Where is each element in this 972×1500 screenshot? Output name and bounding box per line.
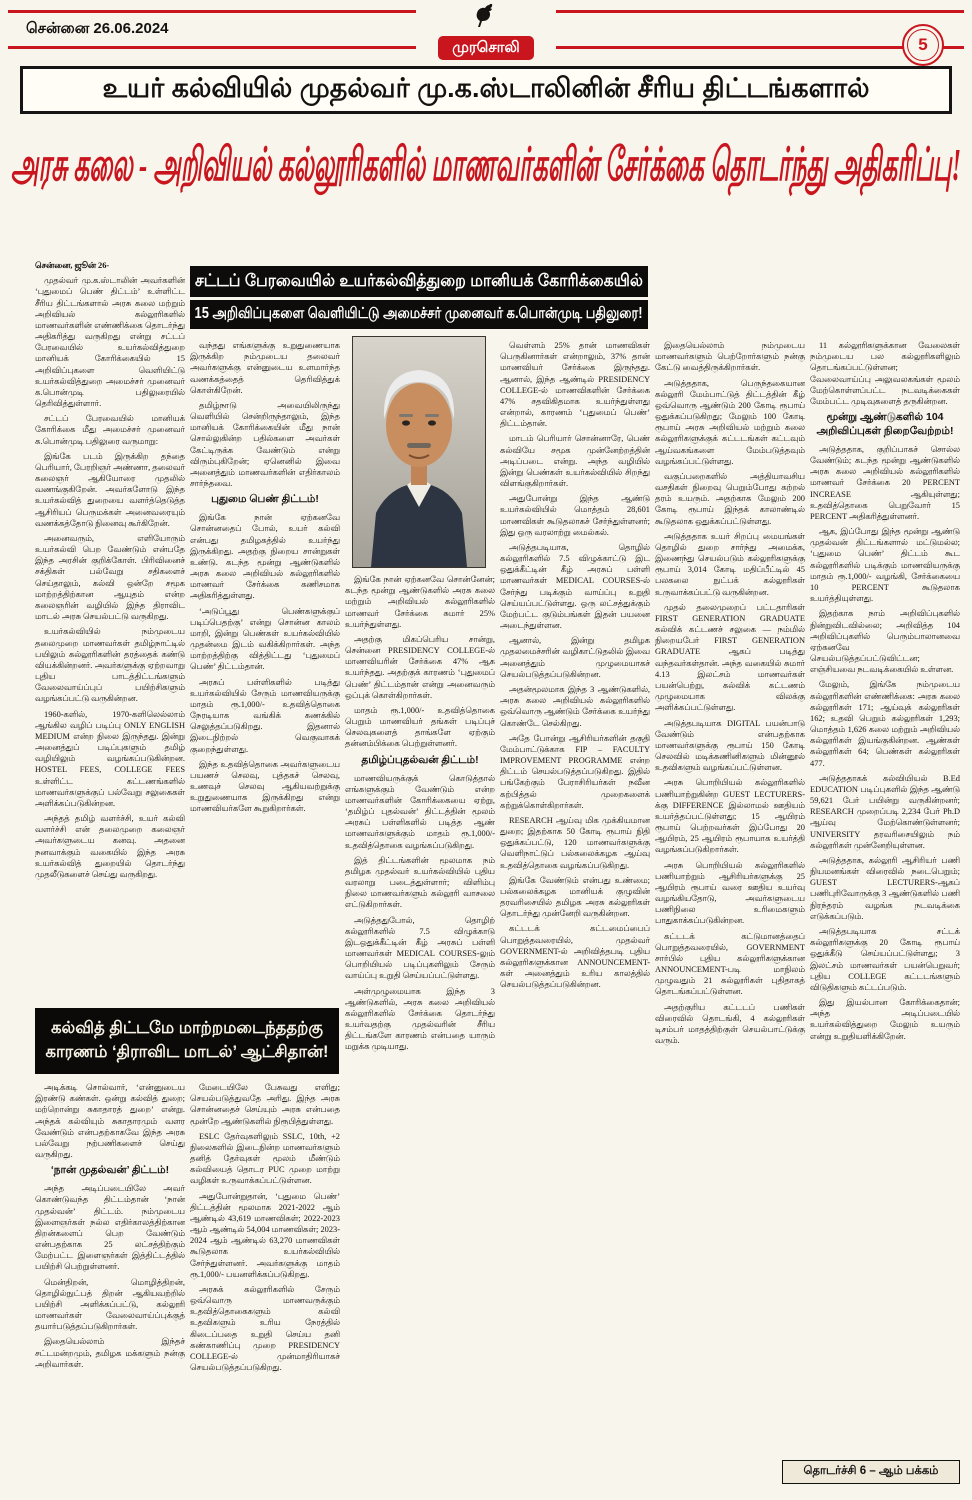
quote-line-2: காரணம் ‘திராவிட மாடல்’ ஆட்சிதான்!: [45, 1042, 329, 1061]
body-paragraph: ஆனால், இன்று தமிழக முதலமைச்சரின் வழிகாட்டுதலில் இவை அனைத்தும் முழுமையாகச் செயல்படுத்தப்படுகின்றன.: [500, 636, 650, 679]
body-paragraph: அரசு பொறியியல் கல்லூரிகளில் பணியாற்றும் ஆசிரியர்களுக்கு 25 ஆயிரம் ரூபாய் வரை ஊதிய உயர்வு வழங்கியதோடு, அவர்களுடைய பணிநிலை உரிமைகளும் பாதுகாக்கப்படுகின்றன.: [655, 860, 805, 926]
dateline-city-date: சென்னை 26.06.2024: [26, 20, 169, 37]
body-paragraph: 11 கல்லூரிகளுக்கான வேலைகள் நம்முடைய பல கல்லூரிகளிலும் தொடங்கப்பட்டுள்ளன; வேலைவாய்ப்பு அலுவலகங்கள் மூலம் மேற்கொள்ளப்பட்ட நடவடிக்கைகள் மேம்பட்ட முடிவுகளைத் தருகின்றன.: [810, 341, 960, 406]
body-paragraph: இந்த உதவித்தொகை அவர்களுடைய பயணச் செலவு, புத்தகச் செலவு, உணவுச் செலவு ஆகியவற்றுக்கு உறுதுணையாக இருக்கிறது என்று மாணவியர்களே கூறுகிறார்கள்.: [190, 759, 340, 814]
body-paragraph: அடுத்தபடியாக DIGITAL பயன்பாடு வேண்டும் என்பதற்காக மாணவர்களுக்கு ரூபாய் 150 கோடி செலவில் மடிக்கணினிகளும் மின்னூல் உதவிகளும் வழங்கப்பட்டுள்ளன.: [655, 718, 805, 773]
article-column-3: [345, 574, 495, 1494]
continuation-note: தொடர்ச்சி 6 – ஆம் பக்கம்: [782, 1460, 960, 1484]
body-paragraph: இங்கே படம் இருக்கிற தந்தை பெரியார், பேரறிஞர் அண்ணா, தலைவர் கலைஞர் ஆகியோரை முதலில் வணங்குகிறேன். அவர்களோடு இந்த உயர்கல்வித் துறையை வளர்த்தெடுத்த ஆசிரியப் பெருமக்கள் அனைவரையும் வணக்கத்தோடு நினைவு கூர்கிறேன்.: [35, 451, 185, 528]
paragraph-list: [345, 773, 495, 1053]
body-paragraph: அரசு பொறியியல் கல்லூரிகளில் பணியாற்றுகின்ற GUEST LECTURERS-க்கு DIFFERENCE இல்லாமல் ஊதியம் உயர்த்தப்பட்டுள்ளது; 15 ஆயிரம் ரூபாய் பெற்றவர்கள் இப்போது 20 ஆயிரம், 25 ஆயிரம் ரூபாயாக உயர்த்தி வழங்கப்படுகிறார்கள்.: [655, 778, 805, 855]
quote-line-1: கல்வித் திட்டமே மாற்றமடைந்ததற்கு: [51, 1018, 323, 1037]
body-paragraph: மாதம் ரூ.1,000/- உதவித்தொகை பெறும் மாணவியர் தங்கள் படிப்புச் செலவுகளைத் தாங்களே ஏற்கும் தன்னம்பிக்கை பெற்றுள்ளனர்.: [345, 705, 495, 749]
body-paragraph: அதற்கு மிகப்பெரிய சான்று, சென்னை PRESIDENCY COLLEGE-ல் மாணவியரின் சேர்க்கை 47% ஆக உயர்ந்தது. அதற்குக் காரணம் ‘புதுமைப் பெண்’ திட்டம்தான் என்று அனைவரும் ஒப்புக் கொள்கிறார்கள்.: [345, 634, 495, 700]
page-number: 5: [918, 35, 928, 54]
body-paragraph: சட்டப் பேரவையில் மானியக் கோரிக்கை மீது அமைச்சர் முனைவர் க.பொன்முடி பதிலுரை வருமாறு:: [35, 414, 185, 446]
body-paragraph: அடுத்ததாகக் கல்வியியல் B.Ed EDUCATION படிப்புகளில் இந்த ஆண்டு 59,621 பேர் பயின்று வருகின்றனர்; RESEARCH முறைப்படி 2,234 பேர் Ph.D ஆய்வு மேற்கொண்டுள்ளனர்; UNIVERSITY தரவரிசையிலும் நம் கல்லூரிகள் முன்னேறியுள்ளன.: [810, 773, 960, 850]
body-paragraph: அடிக்கடி சொல்வார், ‘என்னுடைய இரண்டு கண்கள். ஒன்று கல்வித் துறை; மற்றொன்று சுகாதாரத் துறை’ என்று. அந்தக் கல்வியும் சுகாதாரமும் வளர வேண்டும் என்பதற்காகவே இந்த அரசு பல்வேறு நற்பணிகளைச் செய்து வருகிறது.: [35, 1083, 185, 1160]
body-paragraph: கட்டடக் கட்டுமானத்தைப் பொறுத்தவரையில், GOVERNMENT சார்பில் புதிய கல்லூரிகளுக்கான ANNOUNCEMENT-படி மாநிலம் முழுவதும் 21 கல்லூரிகள் புதிதாகத் தொடங்கப்பட்டுள்ளன.: [655, 931, 805, 997]
article-column-1-upper: [35, 260, 185, 1004]
body-paragraph: அதற்குரிய கட்டடப் பணிகள் விரைவில் தொடங்கி, 4 கல்லூரிகள் டிசம்பர் மாதத்திற்குள் செயல்பாட்டுக்கு வரும்.: [655, 1002, 805, 1046]
body-paragraph: இதையெல்லாம் நம்முடைய மாணவர்களும் பெற்றோர்களும் நன்கு கேட்டு வைத்திருக்கிறார்கள்.: [655, 341, 805, 373]
body-paragraph: அனைவரும், எளியோரும் உயர்கல்வி பெற வேண்டும் என்பதே இந்த அரசின் குறிக்கோள். பிரிவினைச் சக்திகள் பல்வேறு சதிகளைச் செய்தாலும், கல்வி ஒன்றே சமூக மாற்றத்திற்கான ஆயுதம் என்ற கலைஞரின் வழியில் இந்த திராவிட மாடல் அரசு செயல்பட்டு வருகிறது.: [35, 533, 185, 622]
body-paragraph: ‘அடுப்பூது பெண்களுக்குப் படிப்பெதற்கு’ என்று சொன்ன காலம் மாறி, இன்று பெண்கள் உயர்கல்வியில் முதன்மை இடம் வகிக்கிறார்கள். அந்த மாற்றத்திற்கு வித்திட்டது ‘புதுமைப் பெண்’ திட்டம்தான்.: [190, 606, 340, 672]
paragraph-list: [810, 444, 960, 1042]
main-headline: அரசு கலை - அறிவியல் கல்லூரிகளில் மாணவர்களின் சேர்க்கை தொடர்ந்து அதிகரிப்பு!: [10, 139, 962, 190]
body-paragraph: உயர்கல்வியில் நம்முடைய தலைமுறை மாணவர்கள் தமிழ்நாட்டில் பயிலும் கல்லூரிகளின் தரத்தைக் கண்டு வியக்கின்றனர். அவர்களுக்கு ஏற்றவாறு புதிய பாடத்திட்டங்களும் வேலைவாய்ப்புப் பயிற்சிகளும் வழங்கப்பட்டு வருகின்றன.: [35, 627, 185, 704]
masthead: [416, 0, 556, 60]
body-paragraph: மாணவியருக்குக் கொடுத்தால் எங்களுக்கும் வேண்டும் என்ற மாணவர்களின் கோரிக்கையை ஏற்று, ‘தமிழ்ப் புதல்வன்’ திட்டத்தின் மூலம் அரசுப் பள்ளிகளில் படித்த ஆண் மாணவர்களுக்கும் மாதம் ரூ.1,000/- உதவித்தொகை வழங்கப்படுகிறது.: [345, 773, 495, 850]
body-paragraph: இங்கே நான் ஏற்கனவே சொன்னேன்; கடந்த மூன்று ஆண்டுகளில் அரசு கலை மற்றும் அறிவியல் கல்லூரிகளில் மாணவர் சேர்க்கை சுமார் 25% உயர்ந்துள்ளது.: [345, 575, 495, 629]
paragraph-list: [500, 340, 650, 990]
section-heading-pudhumai-penn: புதுமை பெண் திட்டம்!: [211, 493, 319, 506]
body-paragraph: அடுத்ததாக, பெருந்தகையான கல்லூரி மேம்பாட்டுத் திட்டத்தின் கீழ் ஒவ்வொரு ஆண்டும் 200 கோடி ரூபாய் ஒதுக்கப்படுகிறது; மேலும் 100 கோடி ரூபாய் அரசு அறிவியல் மற்றும் கலை கல்லூரிகளுக்குக் கட்டடங்கள் கட்டவும் ஆய்வகங்களை மேம்படுத்தவும் வழங்கப்பட்டுள்ளது.: [655, 378, 805, 466]
body-paragraph: அடுத்ததாக, குறிப்பாகச் சொல்ல வேண்டும்; கடந்த மூன்று ஆண்டுகளில் அரசு கலை அறிவியல் கல்லூரிகளில் மாணவர் சேர்க்கை 20 PERCENT INCREASE ஆகியுள்ளது; உதவித்தொகை பெறுவோர் 15 PERCENT அதிகரித்துள்ளனர்.: [810, 444, 960, 521]
body-paragraph: மென்திறன், மொழித்திறன், தொழில்நுட்பத் திறன் ஆகியவற்றில் பயிற்சி அளிக்கப்பட்டு, கல்லூரி மாணவர்கள் வேலைவாய்ப்புக்குத் தயார்படுத்தப்படுகிறார்கள்.: [35, 1277, 185, 1332]
body-paragraph: அள்முழுமையாக இந்த 3 ஆண்டுகளில், அரசு கலை அறிவியல் கல்லூரிகளில் சேர்க்கை தொடர்ந்து உயர்வதற்கு முதல்வரின் சீரிய திட்டங்களே காரணம் என்பதை யாரும் மறுக்க முடியாது.: [345, 986, 495, 1052]
body-paragraph: மேலும், இங்கே நம்முடைய கல்லூரிகளின் எண்ணிக்கை: அரசு கலை கல்லூரிகள் 171; ஆய்வுக் கல்லூரிகள் 162; உதவி பெறும் கல்லூரிகள் 1,293; மொத்தம் 1,626 கலை மற்றும் அறிவியல் கல்லூரிகள் இயங்குகின்றன. ஆண்கள் கல்லூரிகள் 64; பெண்கள் கல்லூரிகள் 477.: [810, 680, 960, 768]
body-paragraph: அதன்மூலமாக இந்த 3 ஆண்டுகளில், அரசு கலை அறிவியல் கல்லூரிகளில் ஒவ்வொரு ஆண்டும் சேர்க்கை உயர்ந்து கொண்டே செல்கிறது.: [500, 684, 650, 728]
page-number-badge: [902, 24, 944, 66]
body-paragraph: முதல்வர் மு.க.ஸ்டாலின் அவர்களின் ‘புதுமைப் பெண் திட்டம்’ உள்ளிட்ட சீரிய திட்டங்களால் அரசு கலை மற்றும் அறிவியல் கல்லூரிகளில் மாணவர்களின் எண்ணிக்கை தொடர்ந்து அதிகரித்து வருகிறது என்று சட்டப் பேரவையில் உயர்கல்வித்துறை மானியக் கோரிக்கையில் 15 அறிவிப்புகளை வெளியிட்டு உயர்கல்வித்துறை அமைச்சர் முனைவர் க.பொன்முடி பதிலுரையில் தெரிவித்துள்ளார்.: [35, 276, 185, 409]
body-paragraph: இது இயல்பான கோரிக்கைதான்; அந்த அடிப்படையில் உயர்கல்வித்துறை மேலும் உயரும் என்று உறுதியளிக்கிறேன்.: [810, 998, 960, 1041]
masthead-title: முரசொலி: [438, 36, 534, 60]
body-paragraph: அடுத்ததாக உயர் சிறப்பு மையங்கள் தொழில் துறை சார்ந்து அமைக்க, இணைந்து செயல்படும் கல்லூரிகளுக்கு ரூபாய் 3,014 கோடி மதிப்பீட்டில் 45 பலகலை நுட்பக் கல்லூரிகள் உருவாக்கப்பட்டு வருகின்றன.: [655, 531, 805, 597]
body-paragraph: வந்தது எங்களுக்கு உறுதுணையாக இருக்கிற நம்முடைய தலைவர் அவர்களுக்கு என்னுடைய உளமார்ந்த வணக்கத்தைத் தெரிவித்துக் கொள்கிறேன்.: [190, 341, 340, 395]
body-paragraph: இங்கே நான் ஏற்கனவே சொன்னதைப் போல், உயர் கல்வி என்பது தமிழகத்தில் உயர்ந்து இருக்கிறது. அதற்கு நிறைய சான்றுகள் உண்டு. கடந்த மூன்று ஆண்டுகளில் அரசு கலை அறிவியல் கல்லூரிகளில் மாணவர் சேர்க்கை கணிசமாக அதிகரித்துள்ளது.: [190, 513, 340, 601]
paragraph-list: [810, 340, 960, 407]
body-paragraph: இங்கே வேண்டும் என்பது உண்மை; பல்கலைக்கழக மானியக் குழுவின் தரவரிசையில் தமிழக அரசு கல்லூரிகள் தொடர்ந்து முன்னேறி வருகின்றன.: [500, 875, 650, 919]
section-heading-naan-mudhalvan: ‘நான் முதல்வன்’ திட்டம்!: [50, 1164, 170, 1177]
article-column-2-lower: [190, 1082, 340, 1494]
paragraph-list: [35, 260, 185, 880]
body-paragraph: அடுத்தபடியாக, தொழில் கல்லூரிகளில் 7.5 விழுக்காட்டு இட ஒதுக்கீட்டின் கீழ் அரசுப் பள்ளி மாணவர்கள் MEDICAL COURSES-ல் சேர்ந்து படிக்கும் வாய்ப்பு உறுதி செய்யப்பட்டுள்ளது. ஒரு லட்சத்துக்கும் மேற்பட்ட குடும்பங்கள் இதன் பயனை அடைந்துள்ளன.: [500, 542, 650, 631]
body-paragraph: சென்னை, ஜூன் 26-: [35, 261, 110, 270]
body-paragraph: மேடையிலே பேசுவது எளிது; செயல்படுத்துவதே அரிது. இந்த அரசு சொன்னதைச் செய்யும் அரசு என்பதை மூன்றே ஆண்டுகளில் நிரூபித்துள்ளது.: [190, 1083, 340, 1126]
body-paragraph: இதையெல்லாம் இந்தச் சட்டமன்றமும், தமிழக மக்களும் நன்கு அறிவார்கள்.: [35, 1337, 185, 1369]
body-paragraph: மாடம் பெரியார் சொன்னாரே, பெண் கல்வியே சமூக முன்னேற்றத்தின் அடிப்படை என்று. அந்த வழியில் இன்று பெண்கள் உயர்கல்வியில் சிறந்து விளங்குகிறார்கள்.: [500, 434, 650, 489]
body-paragraph: அடுத்ததுபோல், தொழிற் கல்லூரிகளில் 7.5 விழுக்காடு இடஒதுக்கீட்டின் கீழ் அரசுப் பள்ளி மாணவர்கள் MEDICAL COURSES-லும் பொறியியல் படிப்புகளிலும் சேரும் வாய்ப்பு உறுதி செய்யப்பட்டுள்ளது.: [345, 915, 495, 981]
body-paragraph: அரசுப் பள்ளிகளில் படித்து உயர்கல்வியில் சேரும் மாணவியருக்கு மாதம் ரூ.1,000/- உதவித்தொகை நேரடியாக வங்கிக் கணக்கில் செலுத்தப்படுகிறது. இதனால் இடைநிற்றல் வெகுவாகக் குறைந்துள்ளது.: [190, 677, 340, 754]
paragraph-list: [190, 512, 340, 814]
article-column-4: [500, 340, 650, 1494]
paragraph-list: [190, 340, 340, 489]
paragraph-list: [35, 1082, 185, 1160]
body-paragraph: ESLC தேர்வுகளிலும் SSLC, 10th, +2 நிலைகளில் இடைநின்ற மாணவர்களும் தனித் தேர்வுகள் மூலம் மீண்டும் கல்வியைத் தொடர PUC முறை மாற்று வழிகள் உருவாக்கப்பட்டுள்ளன.: [190, 1131, 340, 1186]
section-heading-104-announcements: மூன்று ஆண்டுகளில் 104 அறிவிப்புகள் நிறைவேற்றம்!: [816, 411, 954, 437]
body-paragraph: அதுபோன்று இந்த ஆண்டு உயர்கல்வியில் மொத்தம் 28,601 மாணவிகள் கூடுதலாகச் சேர்ந்துள்ளனர்; இது ஒரு வரலாற்று மைல்கல்.: [500, 494, 650, 537]
quote-box: [35, 1008, 339, 1074]
body-paragraph: அரசுக் கல்லூரிகளில் சேரும் ஒவ்வொரு மாணவருக்கும் உதவித்தொகைகளும் கல்வி உதவிகளும் உரிய நேரத்தில் கிடைப்பதை உறுதி செய்ய தனி கண்காணிப்பு முறை PRESIDENCY COLLEGE-ல் முன்மாதிரியாகச் செயல்படுத்தப்படுகிறது.: [190, 1284, 340, 1373]
subheadline-line2: 15 அறிவிப்புகளை வெளியிட்டு அமைச்சர் முனைவர் க.பொன்முடி பதிலுரை!: [190, 300, 648, 329]
body-paragraph: வகுப்பறைகளில் அத்தியாவசிய வசதிகள் நிறைவு பெறும்போது கற்றல் தரம் உயரும். அதற்காக மேலும் 200 கோடி ரூபாய் இந்தக் காலாண்டில் கூடுதலாக ஒதுக்கப்பட்டுள்ளது.: [655, 471, 805, 526]
body-paragraph: ஆக, இப்போது இந்த மூன்று ஆண்டு முதல்வன் திட்டங்களால் மட்டுமல்ல; ‘புதுமை பெண்’ திட்டம் கூட கல்லூரிகளில் படிக்கும் மாணவியருக்கு மாதம் ரூ.1,000/- வழங்கி, சேர்க்கையை 10 PERCENT கூடுதலாக உயர்த்தியுள்ளது.: [810, 527, 960, 604]
rooster-logo-icon: [474, 3, 498, 34]
body-paragraph: இதற்காக நாம் அறிவிப்புகளில் நின்றுவிடவில்லை; அறிவித்த 104 அறிவிப்புகளில் பெரும்பாலானவை ஏற்கனவே செயல்படுத்தப்பட்டுவிட்டன; எஞ்சியவை நடவடிக்கையில் உள்ளன.: [810, 609, 960, 675]
paragraph-list: [190, 1082, 340, 1373]
body-paragraph: வெள்ளம் 25% தான் மாணவிகள் பெருகினார்கள் என்றாலும், 37% தான் மாணவியர் சேர்க்கை இருந்தது. ஆனால், இந்த ஆண்டில் PRESIDENCY COLLEGE-ல் மாணவிகளின் சேர்க்கை 47% சதவிகிதமாக உயர்ந்துள்ளது என்றால், காரணம் ‘புதுமைப் பெண்’ திட்டம்தான்.: [500, 341, 650, 429]
body-paragraph: RESEARCH ஆய்வு மிக முக்கியமான துறை; இதற்காக 50 கோடி ரூபாய் நிதி ஒதுக்கப்பட்டு, 120 மாணவர்களுக்கு வெளிநாட்டுப் பல்கலைக்கழக ஆய்வு உதவித்தொகை வழங்கப்படுகிறது.: [500, 815, 650, 870]
body-paragraph: இத் திட்டங்களின் மூலமாக நம் தமிழக முதல்வர் உயர்கல்வியில் புதிய வரலாறு படைத்துள்ளார்; விளிம்பு நிலை மாணவர்களும் கல்லூரி வாசலை எட்டுகிறார்கள்.: [345, 855, 495, 910]
kicker-headline: உயர் கல்வியில் முதல்வர் மு.க.ஸ்டாலினின் சீரிய திட்டங்களால்: [20, 66, 952, 114]
paragraph-list: [345, 574, 495, 750]
paragraph-list: [35, 1183, 185, 1370]
section-heading-tamil-pudhalvan: தமிழ்ப்புதல்வன் திட்டம்!: [361, 753, 479, 766]
body-paragraph: தமிழ்நாடு அவையிலிருந்து வெளியில் சென்றிருந்தாலும், இந்த மானியக் கோரிக்கையின் மீது நான் சொல்லுகின்ற பதில்களை அவர்கள் கேட்டிருக்க வேண்டும் என்று விரும்புகிறேன்; ஏனெனில் இவை அனைத்தும் மாணவர்களின் எதிர்காலம் சார்ந்தவை.: [190, 400, 340, 489]
subheadline-line1: சட்டப் பேரவையில் உயர்கல்வித்துறை மானியக் கோரிக்கையில்: [190, 266, 648, 297]
minister-photo: [352, 336, 486, 568]
body-paragraph: அடுத்ததாக, கல்லூரி ஆசிரியர் பணி நியமனங்கள் விரைவில் நடைபெறும்; GUEST LECTURERS-ஆகப் பணிபுரிவோருக்கு 3 ஆண்டுகளில் பணி நிரந்தரம் வழங்க நடவடிக்கை எடுக்கப்படும்.: [810, 855, 960, 921]
paragraph-list: [655, 340, 805, 1046]
body-paragraph: அதே போன்று ஆசிரியர்களின் தகுதி மேம்பாட்டுக்காக FIP – FACULTY IMPROVEMENT PROGRAMME என்ற திட்டம் செயல்படுத்தப்படுகிறது. இதில் பங்கேற்கும் பேராசிரியர்கள் நவீன கற்பித்தல் முறைகளைக் கற்றுக்கொள்கிறார்கள்.: [500, 733, 650, 810]
body-paragraph: கட்டடக் கட்டமைப்பைப் பொறுத்தவரையில், முதல்வர் GOVERNMENT-ல் அறிவித்தபடி புதிய கல்லூரிகளுக்கான ANNOUNCEMENT-கள் அனைத்தும் உரிய காலத்தில் செயல்படுத்தப்படுகின்றன.: [500, 924, 650, 990]
article-column-6: [810, 340, 960, 1454]
article-column-5: [655, 340, 805, 1494]
body-paragraph: அடுத்தபடியாக சட்டக் கல்லூரிகளுக்கு 20 கோடி ரூபாய் ஒதுக்கீடு செய்யப்பட்டுள்ளது; 3 இலட்சம் மாணவர்கள் பயன்பெறுவர்; புதிய COLLEGE கட்டடங்களும் விடுதிகளும் கட்டப்படும்.: [810, 926, 960, 992]
body-paragraph: அந்த அடிப்படையிலே அவர் கொண்டுவந்த திட்டம்தான் ‘நான் முதல்வன்’ திட்டம். நம்முடைய இளைஞர்கள் நல்ல எதிர்காலத்திற்கான திறன்களைப் பெற வேண்டும் என்பதற்காக 25 லட்சத்திற்கும் மேற்பட்ட இளைஞர்கள் இத்திட்டத்தில் பயிற்சி பெற்றுள்ளனர்.: [35, 1184, 185, 1272]
body-paragraph: 1960-களில், 1970-களிலெல்லாம் ஆங்கில வழிப் படிப்பு ONLY ENGLISH MEDIUM என்ற நிலை இருந்தது. இன்று அனைத்துப் படிப்புகளும் தமிழ் வழியிலும் வழங்கப்படுகின்றன. HOSTEL FEES, COLLEGE FEES உள்ளிட்ட கட்டணங்களில் மாணவர்களுக்குப் பல்வேறு சலுகைகள் அளிக்கப்படுகின்றன.: [35, 709, 185, 808]
article-column-1-lower: [35, 1082, 185, 1494]
body-paragraph: அதுபோன்றுதான், ‘புதுமை பெண்’ திட்டத்தின் மூலமாக 2021-2022 ஆம் ஆண்டில் 43,619 மாணவிகள்; 2022-2023 ஆம் ஆண்டில் 54,004 மாணவிகள்; 2023-2024 ஆம் ஆண்டில் 63,270 மாணவிகள் கூடுதலாக உயர்கல்வியில் சேர்ந்துள்ளனர். அவர்களுக்கு மாதம் ரூ.1,000/- பயனளிக்கப்படுகிறது.: [190, 1191, 340, 1279]
body-paragraph: அந்தத் தமிழ் வளர்ச்சி, உயர் கல்வி வளர்ச்சி என் தலைமுறை கலைஞர் அவர்களுடைய கனவு. அதனை நனவாக்கும் வகையில் இந்த அரசு உயர்கல்வித் துறையில் தொடர்ந்து முதலீடுகளைச் செய்து வருகிறது.: [35, 814, 185, 879]
article-column-2-upper: [190, 340, 340, 1004]
body-paragraph: முதல் தலைமுறைப் பட்டதாரிகள் FIRST GENERATION GRADUATE கல்விக் கட்டணச் சலுகை — நம்மில் நிறையபேர் FIRST GENERATION GRADUATE ஆகப் படித்து வந்தவர்கள்தான். அந்த வகையில் சுமார் 4.13 இலட்சம் மாணவர்கள் பயன்பெற்று, கல்விக் கட்டணம் முழுமையாக விலக்கு அளிக்கப்பட்டுள்ளது.: [655, 602, 805, 713]
